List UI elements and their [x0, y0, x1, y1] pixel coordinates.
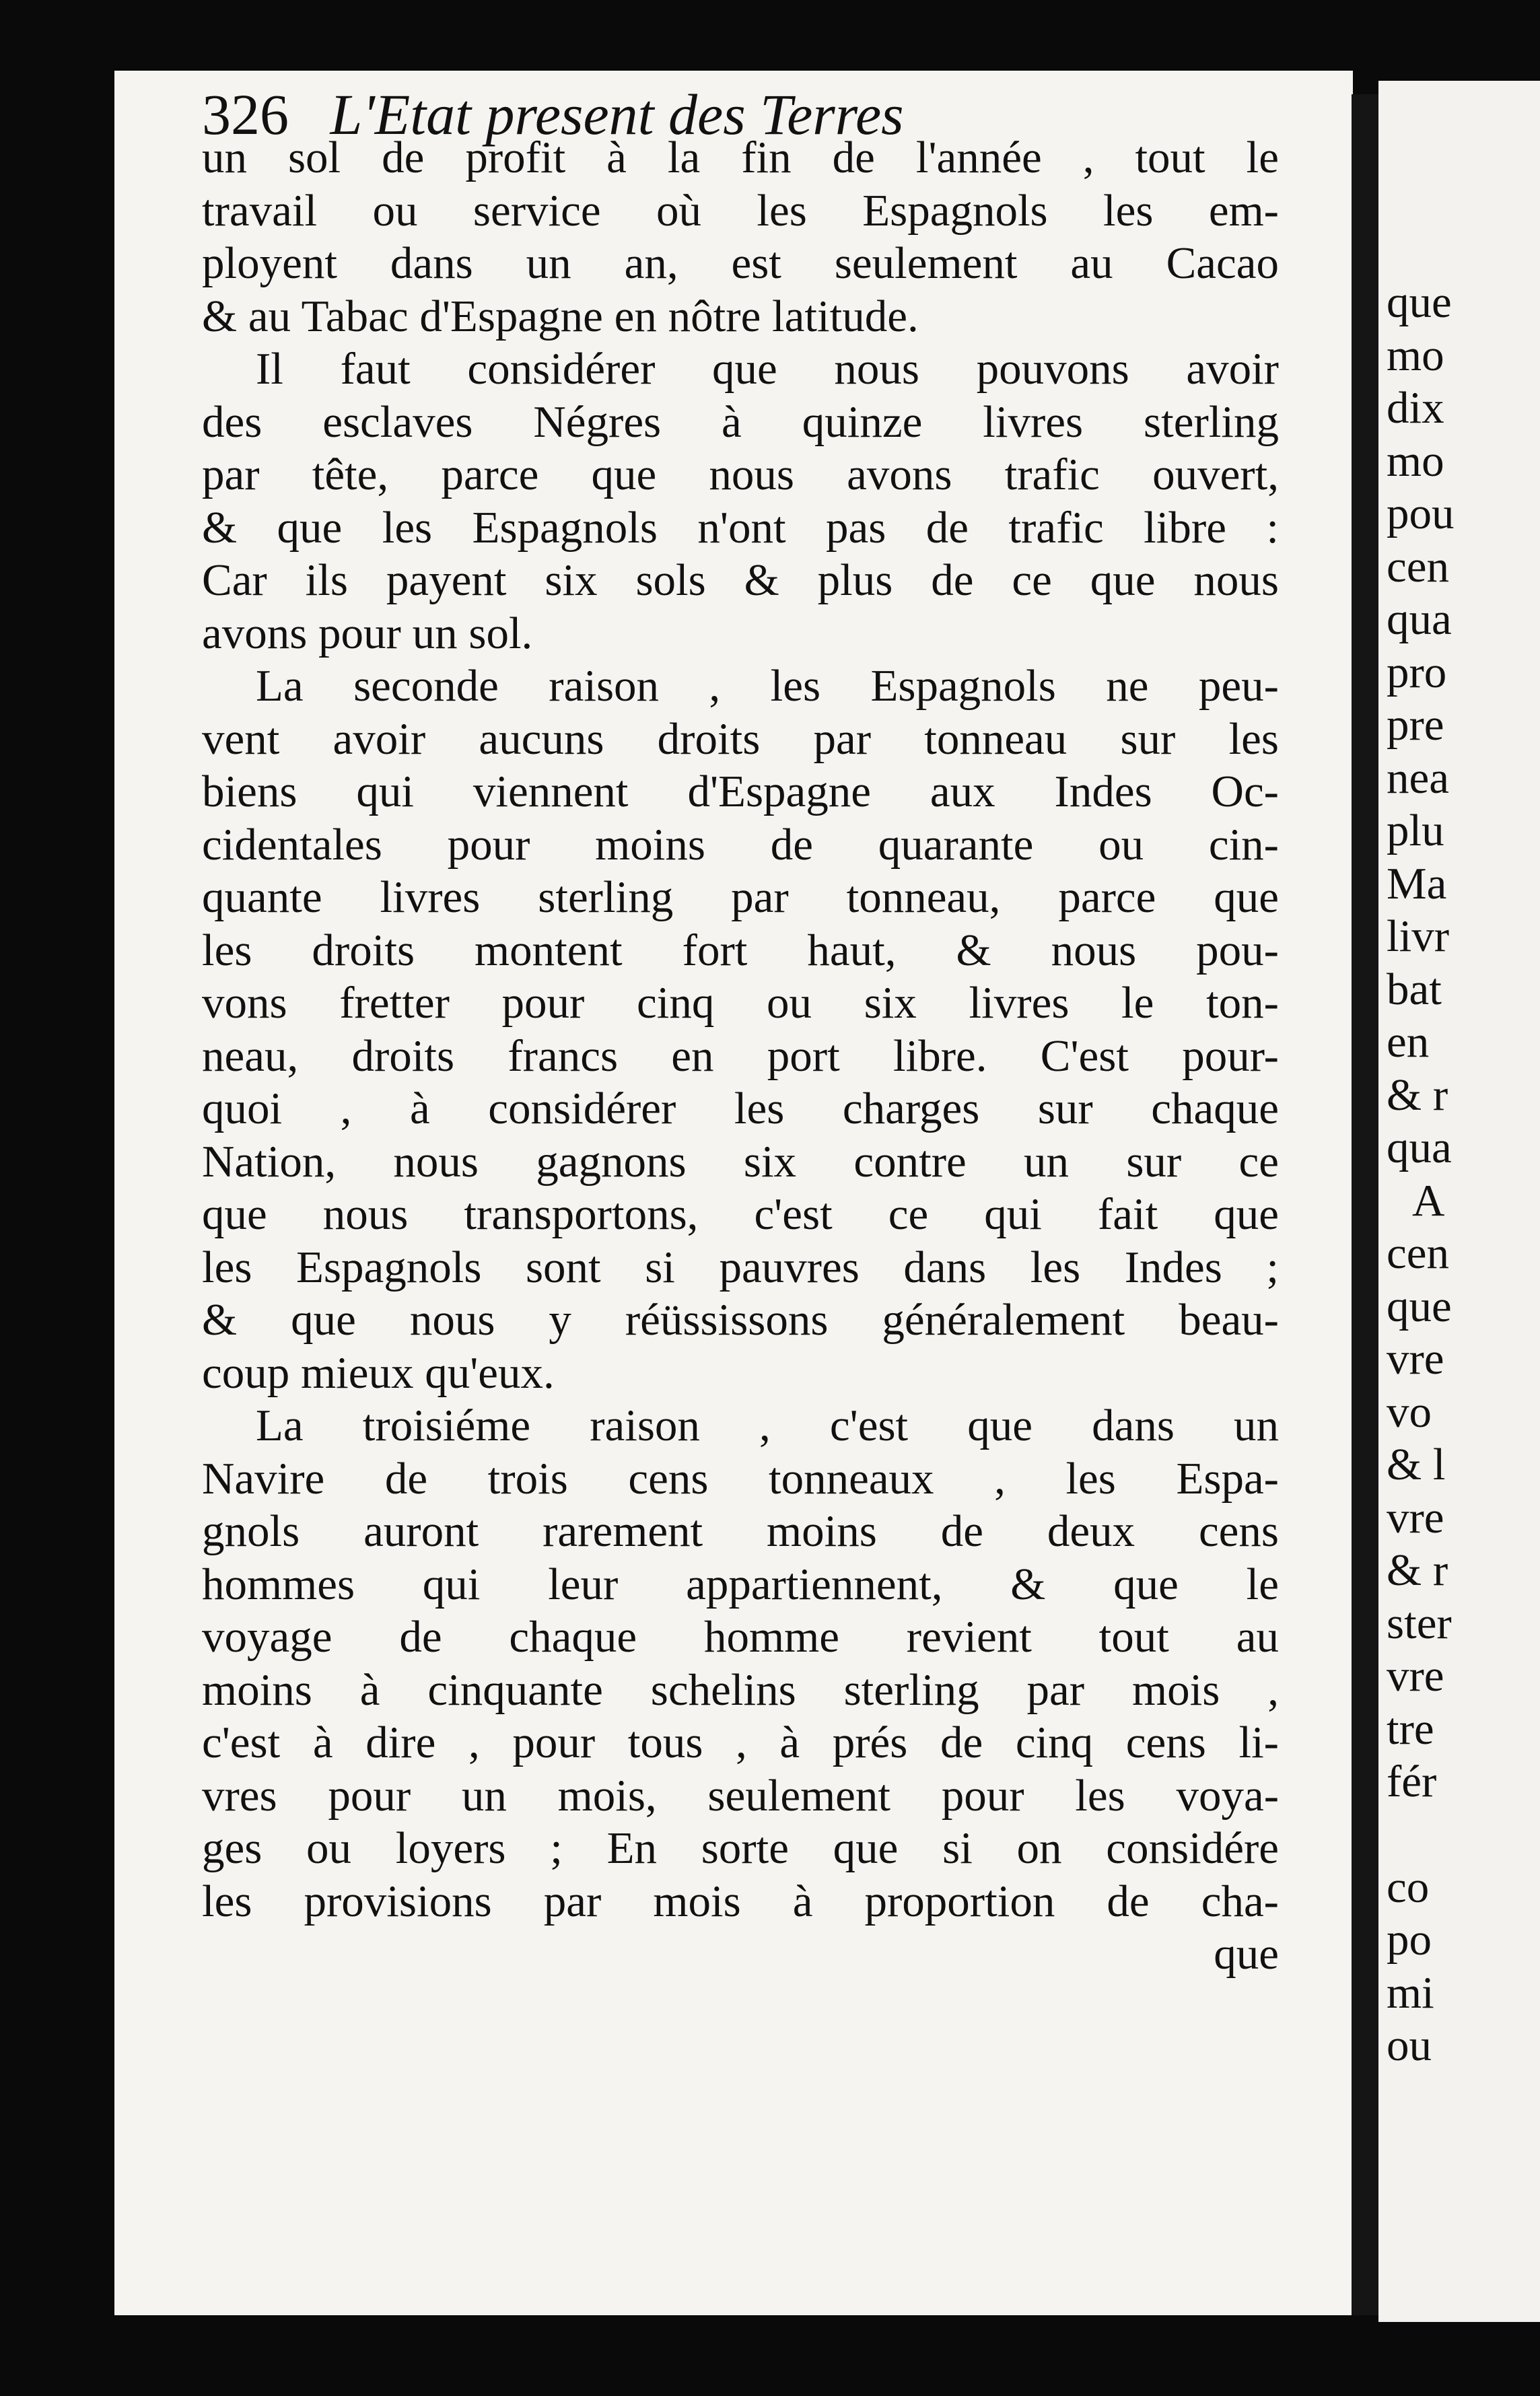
facing-line: qua — [1387, 1123, 1452, 1172]
facing-line: pre — [1387, 700, 1444, 750]
facing-line: que — [1387, 277, 1452, 327]
facing-line: mo — [1387, 330, 1444, 380]
page-number: 326 — [202, 82, 289, 147]
facing-line: que — [1387, 1281, 1452, 1331]
text-line: ployent dans un an, est seulement au Cacao — [202, 238, 1279, 288]
text-line: les provisions par mois à proportion de cha- — [202, 1876, 1279, 1926]
text-line: les droits montent fort haut, & nous pou- — [202, 925, 1279, 975]
facing-line: vre — [1387, 1492, 1444, 1543]
facing-line: nea — [1387, 752, 1449, 803]
text-line: & que nous y réüssissons généralement beau- — [202, 1295, 1279, 1345]
text-line: moins à cinquante schelins sterling par mois , — [202, 1664, 1279, 1715]
facing-line: vo — [1387, 1386, 1432, 1437]
book-gutter — [1352, 94, 1378, 2315]
text-line: vons fretter pour cinq ou six livres le ton- — [202, 978, 1279, 1028]
facing-line: pou — [1387, 489, 1455, 538]
facing-line: & r — [1387, 1069, 1448, 1120]
facing-line: Ma — [1387, 858, 1447, 909]
text-line: travail ou service où les Espagnols les em- — [202, 185, 1279, 236]
text-line: avons pour un sol. — [202, 608, 533, 658]
text-line: Car ils payent six sols & plus de ce que nous — [202, 555, 1279, 605]
text-line: & que les Espagnols n'ont pas de trafic libre : — [202, 502, 1279, 553]
text-line: que nous transportons, c'est ce qui fait que — [202, 1189, 1279, 1239]
facing-line: vre — [1387, 1651, 1444, 1701]
text-line: quoi , à considérer les charges sur chaque — [202, 1084, 1279, 1133]
text-line: cidentales pour moins de quarante ou cin- — [202, 819, 1279, 870]
facing-line: plu — [1387, 806, 1444, 855]
text-line: hommes qui leur appartiennent, & que le — [202, 1559, 1279, 1609]
catchword: que — [1214, 1929, 1279, 1979]
facing-line: dix — [1387, 383, 1444, 433]
text-line: Il faut considérer que nous pouvons avoir — [256, 344, 1279, 394]
facing-line: cen — [1387, 1228, 1449, 1278]
facing-line: cen — [1387, 541, 1449, 592]
facing-line: vre — [1387, 1334, 1444, 1384]
text-line: ges ou loyers ; En sorte que si on considére — [202, 1823, 1279, 1873]
text-line: coup mieux qu'eux. — [202, 1347, 555, 1398]
facing-line: A — [1412, 1175, 1445, 1226]
facing-line: mi — [1387, 1967, 1434, 2018]
text-line: Nation, nous gagnons six contre un sur ce — [202, 1136, 1279, 1187]
facing-line: livr — [1387, 911, 1450, 961]
facing-line: en — [1387, 1017, 1430, 1067]
text-line: La seconde raison , les Espagnols ne peu- — [256, 661, 1279, 711]
facing-line: qua — [1387, 594, 1452, 644]
text-line: biens qui viennent d'Espagne aux Indes Oc- — [202, 767, 1279, 816]
facing-line: fér — [1387, 1757, 1437, 1806]
facing-line: tre — [1387, 1703, 1434, 1754]
text-line: vres pour un mois, seulement pour les voya- — [202, 1770, 1279, 1821]
facing-line: co — [1387, 1862, 1430, 1912]
text-line: des esclaves Négres à quinze livres sterling — [202, 396, 1279, 447]
facing-line: bat — [1387, 964, 1442, 1014]
facing-line: ster — [1387, 1598, 1452, 1648]
running-title: L'Etat present des Terres — [330, 82, 904, 147]
text-line: les Espagnols sont si pauvres dans les Indes ; — [202, 1242, 1279, 1292]
text-line: vent avoir aucuns droits par tonneau sur les — [202, 713, 1279, 764]
facing-line: po — [1387, 1915, 1432, 1965]
facing-line: pro — [1387, 647, 1447, 697]
text-line: La troisiéme raison , c'est que dans un — [256, 1401, 1279, 1450]
text-line: Navire de trois cens tonneaux , les Espa- — [202, 1453, 1279, 1504]
text-line: c'est à dire , pour tous , à prés de cinq cens li- — [202, 1718, 1279, 1767]
text-line: quante livres sterling par tonneau, parce que — [202, 872, 1279, 922]
facing-line: mo — [1387, 435, 1444, 486]
facing-line: ou — [1387, 2020, 1432, 2070]
text-line: voyage de chaque homme revient tout au — [202, 1612, 1279, 1662]
facing-line: & l — [1387, 1440, 1446, 1489]
facing-line: & r — [1387, 1545, 1448, 1595]
text-line: un sol de profit à la fin de l'année , tout le — [202, 133, 1279, 182]
main-text-block — [202, 131, 1279, 1981]
facing-page-text — [1387, 276, 1540, 2072]
text-line: gnols auront rarement moins de deux cens — [202, 1506, 1279, 1556]
text-line: neau, droits francs en port libre. C'est pour- — [202, 1030, 1279, 1081]
text-line: & au Tabac d'Espagne en nôtre latitude. — [202, 291, 919, 341]
text-line: par tête, parce que nous avons trafic ouvert, — [202, 450, 1279, 499]
